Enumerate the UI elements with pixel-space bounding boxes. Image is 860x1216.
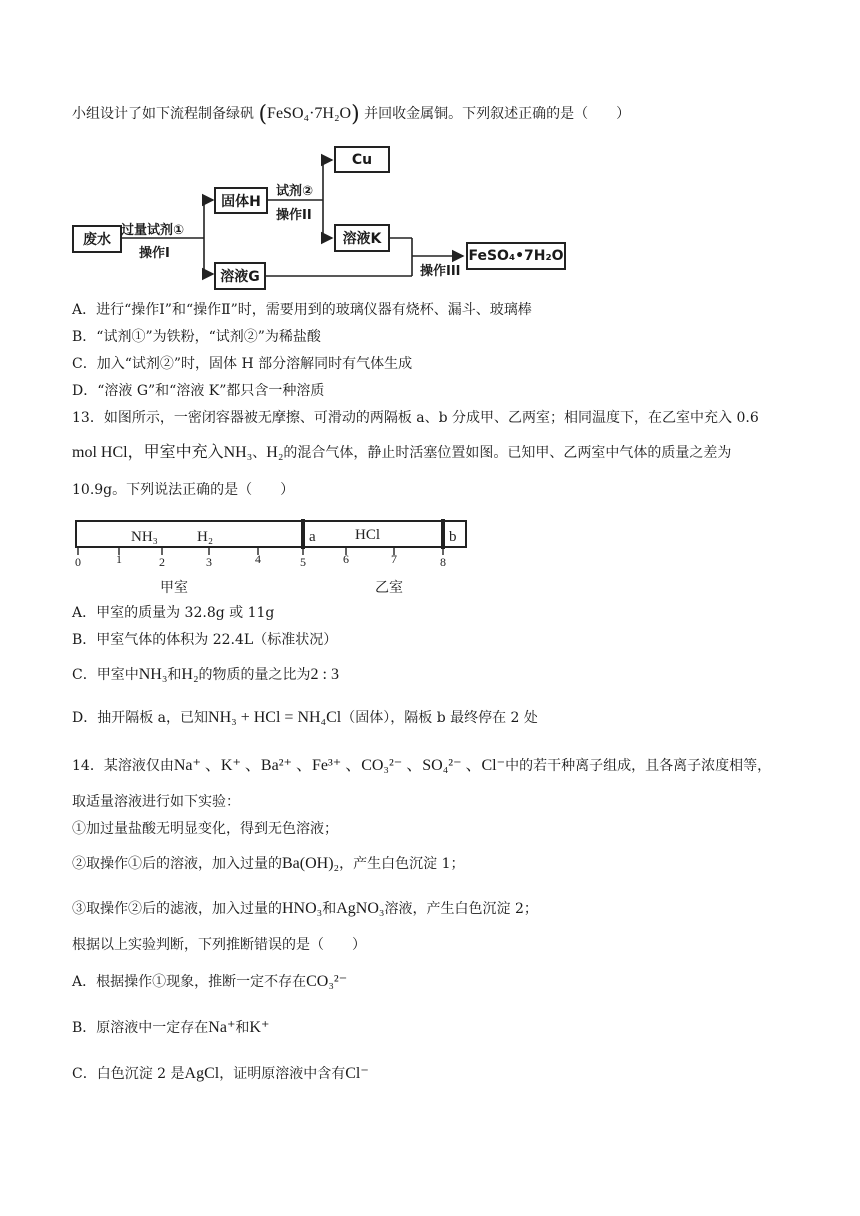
tick-label-8: 8 (440, 555, 446, 569)
waste-water-box: 废水 (72, 225, 122, 253)
hcl-label: HCl (355, 527, 381, 543)
tick-label-1: 1 (116, 552, 122, 566)
room-left-label: 甲室 (160, 580, 188, 596)
q14-option-a: A．根据操作①现象，推断一定不存在CO₃²⁻ (72, 973, 348, 990)
q13-option-c: C．甲室中NH₃和H₂的物质的量之比为2 : 3 (72, 666, 339, 683)
q14-option-c: C．白色沉淀 2 是AgCl，证明原溶液中含有Cl⁻ (72, 1065, 369, 1082)
q14-step-1: ①加过量盐酸无明显变化，得到无色溶液； (72, 821, 338, 837)
tick-label-6: 6 (343, 552, 349, 566)
h2-label: H₂ (197, 529, 214, 545)
nh3-label: NH₃ (131, 529, 158, 545)
tick-label-7: 7 (391, 552, 397, 566)
product-box: FeSO₄•7H₂O (466, 242, 566, 270)
q12-option-b: B．“试剂①”为铁粉，“试剂②”为稀盐酸 (72, 329, 321, 345)
container-svg (0, 0, 860, 600)
tick-label-2: 2 (159, 555, 165, 569)
tick-label-0: 0 (75, 555, 81, 569)
room-right-label: 乙室 (375, 580, 403, 596)
cu-box: Cu (334, 146, 390, 173)
q14-stem-line1: 14．某溶液仅由Na⁺ 、K⁺ 、Ba²⁺ 、Fe³⁺ 、CO₃²⁻ 、SO₄²⁻ 、Cl⁻中的若干种离子组成，且各离子浓度相等， (72, 757, 772, 774)
operation-2-label: 操作II (276, 208, 312, 223)
solution-k-box: 溶液K (334, 224, 390, 252)
operation-3-label: 操作III (420, 264, 461, 279)
reagent-2-label: 试剂② (276, 184, 314, 199)
q12-option-c: C．加入“试剂②”时，固体 H 部分溶解同时有气体生成 (72, 356, 413, 372)
q12-stem-after: 并回收金属铜。下列叙述正确的是（ ） (364, 106, 631, 122)
ion-list: Na⁺ 、K⁺ 、Ba²⁺ 、Fe³⁺ 、CO₃²⁻ 、SO₄²⁻ 、Cl⁻ (173, 757, 506, 774)
q14-step-3: ③取操作②后的滤液，加入过量的HNO₃和AgNO₃溶液，产生白色沉淀 2； (72, 900, 538, 917)
q13-option-a: A．甲室的质量为 32.8g 或 11g (72, 605, 275, 621)
reagent-1-label: 过量试剂① (121, 223, 185, 238)
partition-b-label: b (449, 529, 457, 545)
q12-option-a: A．进行“操作Ⅰ”和“操作Ⅱ”时，需要用到的玻璃仪器有烧杯、漏斗、玻璃棒 (72, 302, 532, 318)
green-vitriol-formula: FeSO₄·7H₂O (267, 105, 352, 122)
q13-stem-line1: 13．如图所示，一密闭容器被无摩擦、可滑动的两隔板 a、b 分成甲、乙两室；相同温度下，在乙室中充入 0.6 (72, 410, 759, 426)
q12-stem: 小组设计了如下流程制备绿矾 (FeSO₄·7H₂O) 并回收金属铜。下列叙述正确的是（ ） (72, 102, 631, 127)
q14-stem-line2: 取适量溶液进行如下实验： (72, 794, 240, 810)
q13-option-d: D．抽开隔板 a，已知NH₃ + HCl = NH₄Cl（固体），隔板 b 最终停在 2 处 (72, 709, 538, 726)
solution-g-box: 溶液G (214, 262, 266, 290)
tick-label-4: 4 (255, 552, 261, 566)
q12-option-d: D．“溶液 G”和“溶液 K”都只含一种溶质 (72, 383, 325, 399)
q14-ask: 根据以上实验判断，下列推断错误的是（ ） (72, 937, 366, 953)
q13-option-b: B．甲室气体的体积为 22.4L（标准状况） (72, 632, 338, 648)
q14-option-b: B．原溶液中一定存在Na⁺和K⁺ (72, 1019, 270, 1036)
solid-h-box: 固体H (214, 187, 268, 214)
q12-stem-before: 小组设计了如下流程制备绿矾 (72, 106, 254, 122)
q14-step-2: ②取操作①后的溶液，加入过量的Ba(OH)₂，产生白色沉淀 1； (72, 855, 465, 872)
tick-label-3: 3 (206, 555, 212, 569)
q13-stem-line3: 10.9g。下列说法正确的是（ ） (72, 482, 295, 498)
q13-stem-line2: mol HCl，甲室中充入NH₃、H₂的混合气体，静止时活塞位置如图。已知甲、乙两室中气体的质量之差为 (72, 444, 732, 461)
tick-label-5: 5 (300, 555, 306, 569)
partition-a-label: a (309, 529, 316, 545)
operation-1-label: 操作I (139, 246, 170, 261)
